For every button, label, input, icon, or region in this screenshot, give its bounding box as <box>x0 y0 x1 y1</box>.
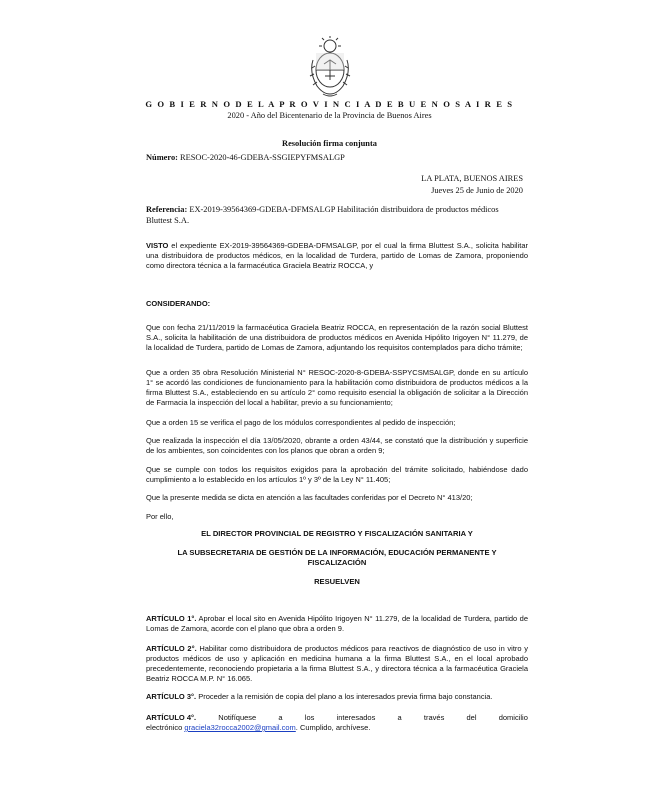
article-4-word: través <box>423 713 445 722</box>
province-coat-of-arms <box>309 36 351 98</box>
article-1 <box>146 614 528 634</box>
resolution-number <box>146 153 345 162</box>
article-2-label: ARTÍCULO 2°. <box>146 644 197 653</box>
article-4-word: los <box>304 713 315 722</box>
resuelven-heading: RESUELVEN <box>314 577 360 586</box>
article-3-label: ARTÍCULO 3°. <box>146 692 197 701</box>
article-4-word: domicilio <box>498 713 528 722</box>
article-4-text-before: electrónico <box>146 723 183 732</box>
visto-text: el expediente EX-2019-39564369-GDEBA-DFMSALGP, por el cual la firma Bluttest S.A., solicita habilitar una distribuidora de productos médicos, en la localidad de Turdera, partido de Lomas de Zamora, proponiendo como directora técnica a la farmacéutica Graciela Beatriz ROCCA, y <box>146 241 528 270</box>
place-date <box>380 173 523 197</box>
article-3 <box>146 692 528 702</box>
year-motto: 2020 - Año del Bicentenario de la Provincia de Buenos Aires <box>227 111 432 120</box>
government-header: G O B I E R N O D E L A P R O V I N C I A D E B U E N O S A I R E S <box>145 99 514 109</box>
considerando-paragraph-6: Que la presente medida se dicta en atención a las facultades conferidas por el Decreto N° 413/20; <box>146 493 473 502</box>
considerando-paragraph-1: Que con fecha 21/11/2019 la farmacéutica Graciela Beatriz ROCCA, en representación de la razón social Bluttest S.A., solicita la habilitación de una distribuidora de productos médicos en Avenida Hipólito Irigoyen N° 11.279, de la localidad de Turdera, partido de Lomas de Zamora, adjuntando los requisitos contemplados para dicho trámite; <box>146 323 528 352</box>
authority-line-2: LA SUBSECRETARIA DE GESTIÓN DE LA INFORMACIÓN, EDUCACIÓN PERMANENTE Y FISCALIZACIÓN <box>177 548 497 567</box>
authority-line-1: EL DIRECTOR PROVINCIAL DE REGISTRO Y FISCALIZACIÓN SANITARIA Y <box>201 529 473 538</box>
article-4-word: interesados <box>336 713 376 722</box>
resolution-title: Resolución firma conjunta <box>282 139 377 148</box>
article-2 <box>146 644 528 684</box>
article-1-text: Aprobar el local sito en Avenida Hipólito Irigoyen N° 11.279, de la localidad de Turdera, partido de Lomas de Zamora, acorde con el plano que obra a orden 9. <box>146 614 528 633</box>
article-4 <box>146 713 528 733</box>
article-4-word: a <box>397 713 402 722</box>
reference-value: EX-2019-39564369-GDEBA-DFMSALGP Habilitación distribuidora de productos médicos Bluttest S.A. <box>146 205 499 225</box>
article-4-word: Notifíquese <box>218 713 257 722</box>
visto-label: VISTO <box>146 241 169 250</box>
number-label: Número: <box>146 153 178 162</box>
considerando-paragraph-4: Que realizada la inspección el día 13/05/2020, obrante a orden 43/44, se constató que la distribución y superficie de los ambientes, son coincidentes con los planos que obran a orden 9; <box>146 436 528 455</box>
article-4-first-line <box>146 713 528 723</box>
place: LA PLATA, BUENOS AIRES <box>421 174 523 183</box>
reference-label: Referencia: <box>146 205 188 214</box>
visto-paragraph <box>146 241 528 271</box>
notification-email-link[interactable]: graciela32rocca2002@gmail.com <box>184 723 296 732</box>
considerando-paragraph-3: Que a orden 15 se verifica el pago de los módulos correspondientes al pedido de inspección; <box>146 418 456 427</box>
date: Jueves 25 de Junio de 2020 <box>431 186 523 195</box>
number-value: RESOC-2020-46-GDEBA-SSGIEPYFMSALGP <box>180 153 345 162</box>
article-3-text: Proceder a la remisión de copia del plano a los interesados previa firma bajo constancia. <box>198 692 493 701</box>
article-4-label: ARTÍCULO 4°. <box>146 713 197 722</box>
considerando-paragraph-2: Que a orden 35 obra Resolución Ministerial N° RESOC-2020-8-GDEBA-SSPYCSMSALGP, donde en su artículo 1° se acordó las condiciones de funcionamiento para la habilitación como distribuidora de productos médicos a la firma Bluttest S.A., estableciendo en su artículo 2° como requisito esencial la obligación de solicitar a la Dirección de Farmacia la inspección del local a habilitar, previo a su funcionamiento; <box>146 368 528 407</box>
article-4-second-line <box>146 723 528 733</box>
article-4-text-after: . Cumplido, archívese. <box>295 723 371 732</box>
reference <box>146 205 526 226</box>
article-4-word: del <box>466 713 477 722</box>
article-4-word: a <box>278 713 283 722</box>
considerando-paragraph-7: Por ello, <box>146 512 174 521</box>
considerando-paragraph-5: Que se cumple con todos los requisitos exigidos para la aprobación del trámite solicitado, habiéndose dado cumplimiento a lo establecido en los artículos 1º y 3º de la Ley N° 11.405; <box>146 465 528 484</box>
article-1-label: ARTÍCULO 1°. <box>146 614 197 623</box>
considerando-heading: CONSIDERANDO: <box>146 299 211 308</box>
article-2-text: Habilitar como distribuidora de productos médicos para reactivos de diagnóstico de uso in vitro y productos médicos de uso y aplicación en medicina humana a la firma Bluttest S.A., en el local aprobado precedentemente, reconociendo propietaria a la firma Bluttest S.A., y directora técnica a la farmacéutica Graciela Beatriz ROCCA M.P. N° 16.065. <box>146 644 528 683</box>
